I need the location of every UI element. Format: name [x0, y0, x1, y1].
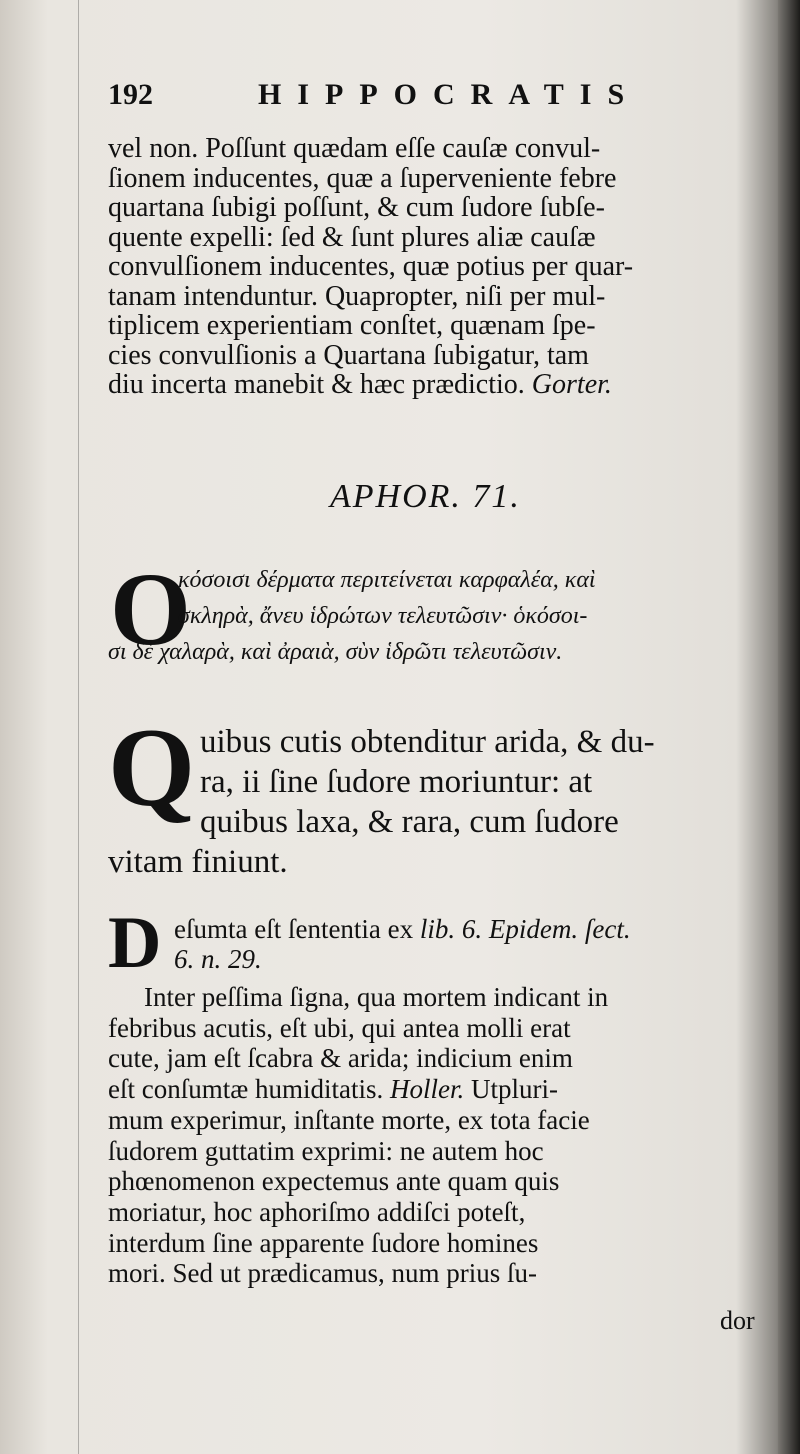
- text-line: cute, jam eſt ſcabra & arida; indicium enim: [108, 1043, 573, 1074]
- aphorism-heading: APHOR. 71.: [330, 478, 521, 515]
- text-segment: eſumta eſt ſententia ex: [174, 914, 420, 944]
- text-line: febribus acutis, eſt ubi, qui antea molli erat: [108, 1012, 571, 1043]
- text-line: ſudorem guttatim exprimi: ne autem hoc: [108, 1135, 544, 1166]
- intro-paragraph: [108, 134, 758, 400]
- author-name: Gorter.: [531, 370, 612, 400]
- latin-line: vitam finiunt.: [108, 844, 288, 880]
- text-line: convulſionem inducentes, quæ potius per quar-: [108, 252, 634, 282]
- text-line: [108, 1074, 758, 1105]
- text-line: cies convulſionis a Quartana ſubigatur, tam: [108, 340, 589, 370]
- text-line: [108, 370, 758, 400]
- latin-drop-cap: Q: [108, 706, 196, 830]
- text-segment: Utpluri-: [464, 1074, 558, 1105]
- page-header: [108, 78, 748, 118]
- running-title: HIPPOCRATIS: [258, 78, 641, 111]
- source-reference-cont: 6. n. 29.: [174, 944, 262, 974]
- binding-shadow-line: [78, 0, 79, 1454]
- commentary-drop-cap: D: [108, 902, 162, 984]
- page-number: 192: [108, 78, 153, 111]
- text-line: [174, 914, 759, 944]
- text-line: moriatur, hoc aphoriſmo addiſci poteſt,: [108, 1196, 526, 1227]
- author-name: Holler.: [389, 1074, 465, 1105]
- greek-line: σκληρὰ, ἄνευ ἱδρώτων τελευτῶσιν· ὁκόσοι-: [178, 603, 588, 629]
- latin-line: uibus cutis obtenditur arida, & du-: [200, 724, 655, 760]
- text-line: Inter peſſima ſigna, qua mortem indicant in: [144, 982, 609, 1012]
- greek-line: κόσοισι δέρματα περιτείνεται καρφαλέα, καὶ: [178, 567, 596, 593]
- text-line: quente expelli: ſed & ſunt plures aliæ cauſæ: [108, 222, 596, 252]
- text-segment: diu incerta manebit & hæc prædictio.: [108, 370, 525, 400]
- page-edge-shadow: [778, 0, 800, 1454]
- greek-line: σι δὲ χαλαρὰ, καὶ ἀραιὰ, σὺν ἱδρῶτι τελευτῶσιν.: [108, 639, 563, 665]
- latin-aphorism: [108, 722, 760, 882]
- text-line: ſionem inducentes, quæ a ſuperveniente febre: [108, 163, 617, 193]
- greek-drop-cap: O: [110, 552, 191, 667]
- text-line: phœnomenon expectemus ante quam quis: [108, 1166, 560, 1197]
- latin-line: quibus laxa, & rara, cum ſudore: [200, 804, 619, 840]
- commentary-opening: [174, 914, 759, 974]
- catchword: dor: [720, 1306, 755, 1335]
- commentary-body: [108, 982, 758, 1289]
- text-line: mori. Sed ut prædicamus, num prius ſu-: [108, 1258, 537, 1289]
- text-line: vel non. Poſſunt quædam eſſe cauſæ convul-: [108, 134, 601, 164]
- text-segment: eſt conſumtæ humiditatis.: [108, 1074, 384, 1105]
- text-line: mum experimur, inſtante morte, ex tota facie: [108, 1104, 590, 1135]
- source-reference: lib. 6. Epidem. ſect.: [419, 914, 631, 944]
- text-line: tanam intenduntur. Quapropter, niſi per mul-: [108, 281, 606, 311]
- latin-line: ra, ii ſine ſudore moriuntur: at: [200, 764, 593, 800]
- text-line: quartana ſubigi poſſunt, & cum ſudore ſubſe-: [108, 193, 605, 223]
- text-line: tiplicem experientiam conſtet, quænam ſpe-: [108, 311, 596, 341]
- text-line: interdum ſine apparente ſudore homines: [108, 1227, 539, 1258]
- greek-aphorism: [108, 562, 763, 670]
